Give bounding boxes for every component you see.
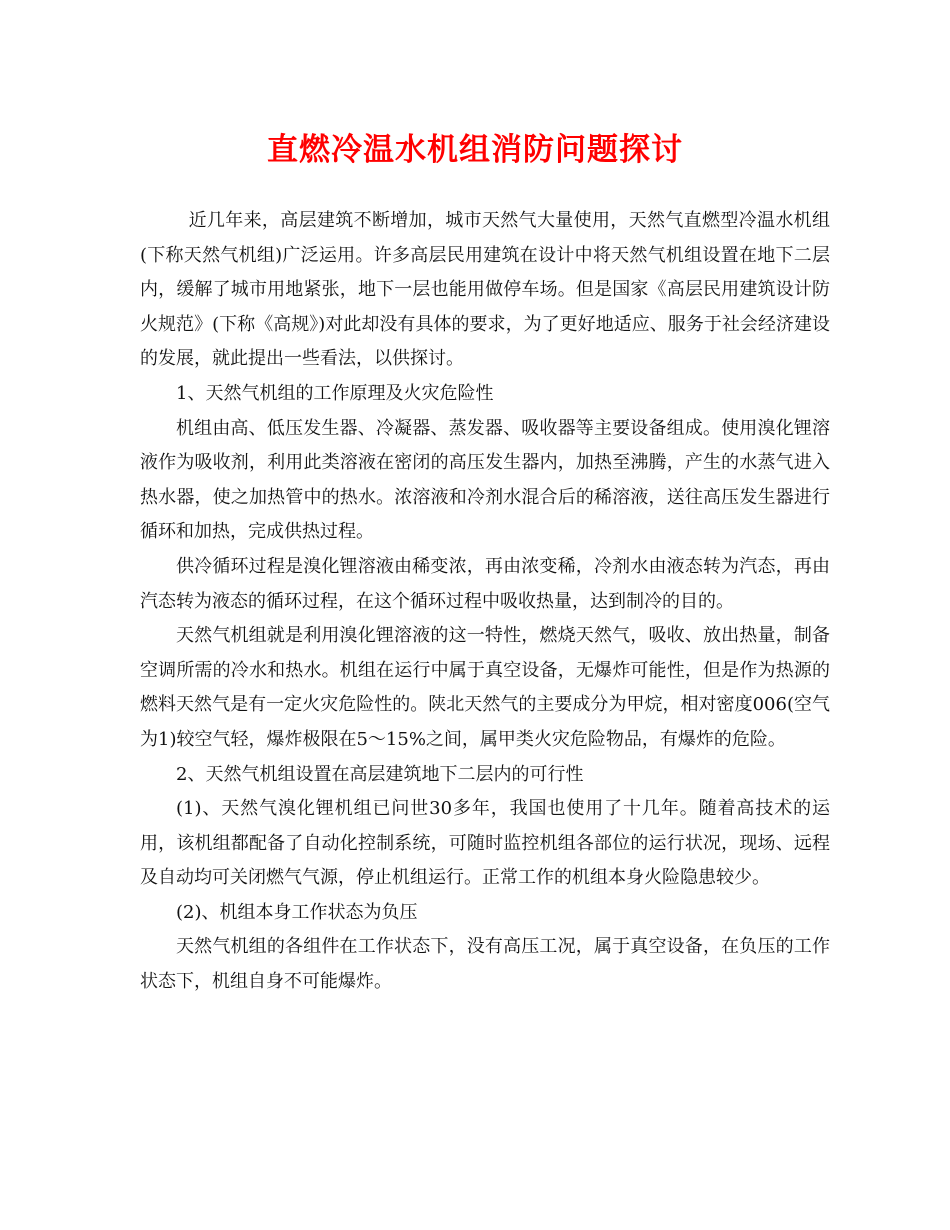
section-heading-1: 1、天然气机组的工作原理及火灾危险性 — [176, 382, 494, 404]
paragraph-point-1: (1)、天然气溴化锂机组已问世30多年，我国也使用了十几年。随着高技术的运用，该机组都配备了自动化控制系统，可随时监控机组各部位的运行状况，现场、远程及自动均可关闭燃气气源，停止机组运行。正常工作的机组本身火险隐患较少。 — [140, 798, 830, 889]
subheading-point-2: (2)、机组本身工作状态为负压 — [176, 901, 418, 923]
document-title: 直燃冷温水机组消防问题探讨 — [267, 132, 683, 168]
paragraph-unit-components: 机组由高、低压发生器、冷凝器、蒸发器、吸收器等主要设备组成。使用溴化锂溶液作为吸收剂，利用此类溶液在密闭的高压发生器内，加热至沸腾，产生的水蒸气进入热水器，使之加热管中的热水。浓溶液和冷剂水混合后的稀溶液，送往高压发生器进行循环和加热，完成供热过程。 — [140, 417, 830, 543]
paragraph-cooling-cycle: 供冷循环过程是溴化锂溶液由稀变浓，再由浓变稀，冷剂水由液态转为汽态，再由汽态转为液态的循环过程，在这个循环过程中吸收热量，达到制冷的目的。 — [140, 555, 830, 612]
paragraph-intro: 近几年来，高层建筑不断增加，城市天然气大量使用，天然气直燃型冷温水机组(下称天然气机组)广泛运用。许多高层民用建筑在设计中将天然气机组设置在地下二层内，缓解了城市用地紧张，地下一层也能用做停车场。但是国家《高层民用建筑设计防火规范》(下称《高规》)对此却没有具体的要求，为了更好地适应、服务于社会经济建设的发展，就此提出一些看法，以供探讨。 — [140, 210, 830, 370]
section-heading-2: 2、天然气机组设置在高层建筑地下二层内的可行性 — [176, 763, 584, 785]
paragraph-negative-pressure: 天然气机组的各组件在工作状态下，没有高压工况，属于真空设备，在负压的工作状态下，机组自身不可能爆炸。 — [140, 936, 830, 993]
paragraph-fire-hazard: 天然气机组就是利用溴化锂溶液的这一特性，燃烧天然气，吸收、放出热量，制备空调所需的冷水和热水。机组在运行中属于真空设备，无爆炸可能性，但是作为热源的燃料天然气是有一定火灾危险性的。陕北天然气的主要成分为甲烷，相对密度006(空气为1)较空气轻，爆炸极限在5～15%之间，属甲类火灾危险物品，有爆炸的危险。 — [140, 625, 831, 750]
document-body — [140, 204, 830, 1000]
